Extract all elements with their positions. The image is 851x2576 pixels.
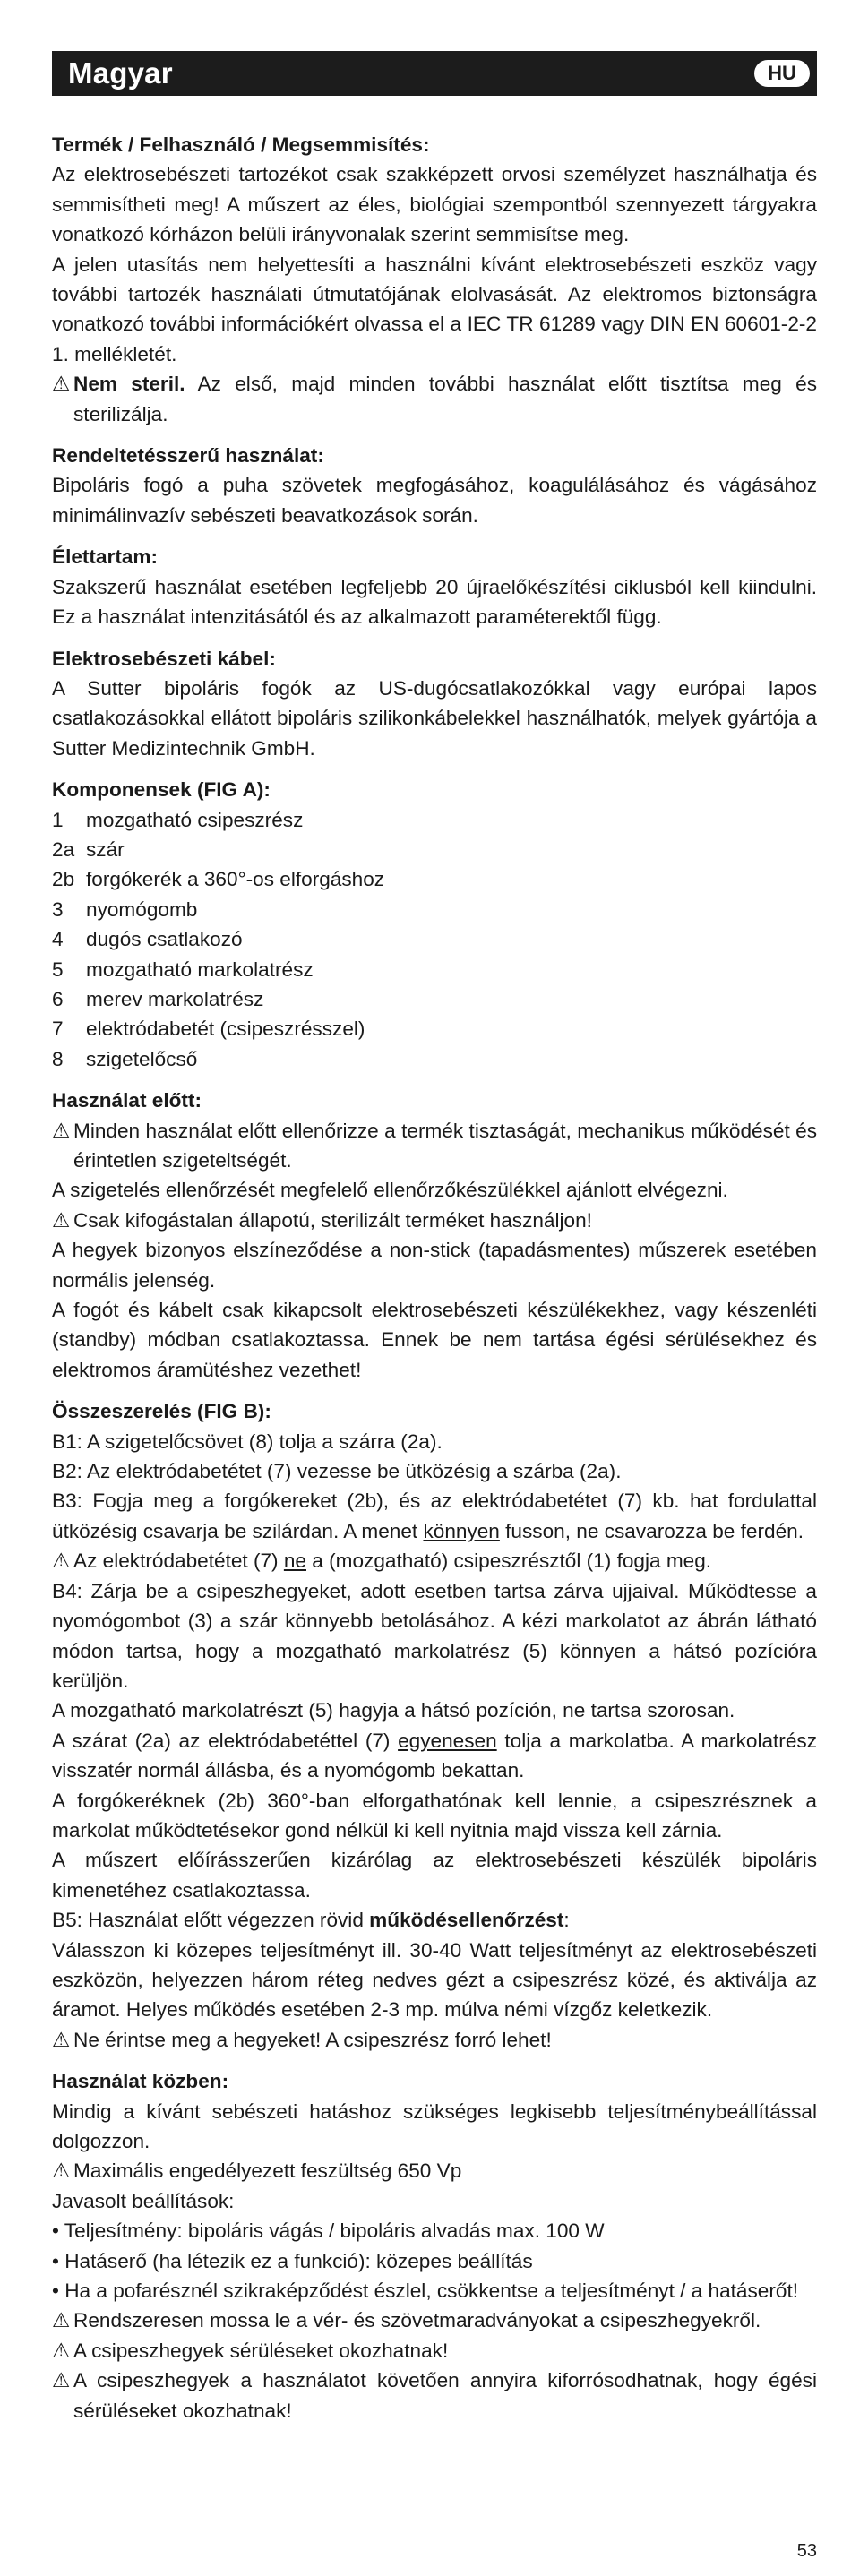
paragraph: Javasolt beállítások: — [52, 2189, 235, 2212]
list-item: 6 merev markolatrész — [52, 987, 264, 1010]
warning-icon: ⚠ — [52, 2369, 71, 2392]
section-heading-components: Komponensek (FIG A): — [52, 778, 271, 802]
paragraph: A mozgatható markolatrészt (5) hagyja a hátsó pozíción, ne tartsa szorosan. — [52, 1699, 735, 1722]
document-body — [52, 130, 817, 2426]
warning-note: ⚠ Maximális engedélyezett feszültség 650 Vp — [52, 2156, 817, 2185]
step-b1: B1: A szigetelőcsövet (8) tolja a szárra (2a). — [52, 1430, 443, 1453]
section-heading-before-use: Használat előtt: — [52, 1089, 202, 1112]
paragraph: A szárat (2a) az elektródabetéttel (7) egyenesen tolja a markolatba. A markolatrész visszatér normál állásba, és a nyomógomb bekattan. — [52, 1729, 817, 1782]
page-number: 53 — [796, 2541, 817, 2561]
section-heading-cable: Elektrosebészeti kábel: — [52, 647, 276, 670]
list-item: 8 szigetelőcső — [52, 1047, 198, 1070]
section-heading-lifetime: Élettartam: — [52, 545, 159, 569]
paragraph: A szigetelés ellenőrzését megfelelő ellenőrzőkészülékkel ajánlott elvégezni. — [52, 1179, 728, 1202]
step-b4: B4: Zárja be a csipeszhegyeket, adott esetben tartsa zárva ujjaival. Működtesse a nyomógombot (3) a szár könnyebb betolásához. A kézi markolatot az ábrán látható módon tartsa, hogy a mozgatható markolatrész (5) könnyen a hátsó pozícióra kerüljön. — [52, 1579, 817, 1692]
paragraph: Válasszon ki közepes teljesítményt ill. 30-40 Watt teljesítményt az elektrosebészeti eszközön, helyezzen három réteg nedves gézt a csipeszrész közé, és aktiválja az áramot. Helyes működés esetében 2-3 mp. múlva némi vízgőz keletkezik. — [52, 1938, 817, 2022]
warning-note: ⚠ Ne érintse meg a hegyeket! A csipeszrész forró lehet! — [52, 2025, 817, 2055]
bullet-item: • Hatáserő (ha létezik ez a funkció): közepes beállítás — [52, 2249, 533, 2272]
language-title: Magyar — [68, 56, 173, 90]
bullet-icon: • — [52, 2280, 59, 2303]
step-b2: B2: Az elektródabetétet (7) vezesse be ütközésig a szárba (2a). — [52, 1460, 622, 1483]
warning-icon: ⚠ — [52, 1119, 71, 1142]
section-heading-during-use: Használat közben: — [52, 2070, 229, 2093]
warning-note: ⚠ Az elektródabetétet (7) ne a (mozgatható) csipeszrésztől (1) fogja meg. — [52, 1546, 817, 1576]
list-item: 4 dugós csatlakozó — [52, 928, 243, 951]
warning-note: ⚠ Minden használat előtt ellenőrizze a termék tisztaságát, mechanikus működését és érintetlen szigeteltségét. — [52, 1116, 817, 1176]
list-item: 1 mozgatható csipeszrész — [52, 808, 304, 831]
warning-icon: ⚠ — [52, 2160, 71, 2183]
paragraph: Az elektrosebészeti tartozékot csak szakképzett orvosi személyzet használhatja és semmisítheti meg! A műszert az éles, biológiai szempontból szennyezett tárgyakra vonatkozó kórházon belüli irányvonalak szerint semmisítse meg. — [52, 163, 817, 246]
section-heading-intended-use: Rendeltetésszerű használat: — [52, 444, 324, 468]
step-b5: B5: Használat előtt végezzen rövid működésellenőrzést: — [52, 1909, 570, 1932]
section-heading-assembly: Összeszerelés (FIG B): — [52, 1400, 271, 1423]
components-list — [52, 805, 817, 1075]
list-item: 5 mozgatható markolatrész — [52, 957, 314, 981]
warning-icon: ⚠ — [52, 2309, 71, 2332]
bullet-icon: • — [52, 2249, 59, 2272]
paragraph: A műszert előírásszerűen kizárólag az elektrosebészeti készülék bipoláris kimenetéhez csatlakoztassa. — [52, 1849, 817, 1902]
bullet-item: • Teljesítmény: bipoláris vágás / bipoláris alvadás max. 100 W — [52, 2220, 605, 2243]
warning-icon: ⚠ — [52, 2339, 71, 2362]
paragraph: Bipoláris fogó a puha szövetek megfogásához, koagulálásához és vágásához minimálinvazív sebészeti beavatkozások során. — [52, 474, 817, 527]
paragraph: A Sutter bipoláris fogók az US-dugócsatlakozókkal vagy európai lapos csatlakozásokkal ellátott bipoláris szilikonkábelekkel használhatók, melyek gyártója a Sutter Medizintechnik GmbH. — [52, 676, 817, 760]
paragraph: Mindig a kívánt sebészeti hatáshoz szükséges legkisebb teljesítménybeállítással dolgozzon. — [52, 2099, 817, 2152]
warning-icon: ⚠ — [52, 1550, 71, 1573]
paragraph: Szakszerű használat esetében legfeljebb 20 újraelőkészítési ciklusból kell kiindulni. Ez a használat intenzitásától és az alkalmazott paraméterektől függ. — [52, 575, 817, 629]
paragraph: A hegyek bizonyos elszíneződése a non-stick (tapadásmentes) műszerek esetében normális jelenség. — [52, 1239, 817, 1292]
paragraph: A jelen utasítás nem helyettesíti a használni kívánt elektrosebészeti eszköz vagy további tartozék használati útmutatójának elolvasását. Az elektromos biztonságra vonatkozó további információkért olvassa el a IEC TR 61289 vagy DIN EN 60601-2-2 1. mellékletét. — [52, 253, 817, 365]
language-code-badge: HU — [754, 60, 810, 87]
bullet-icon: • — [52, 2220, 59, 2243]
bullet-item: • Ha a pofarésznél szikraképződést észlel, csökkentse a teljesítményt / a hatáserőt! — [52, 2280, 799, 2303]
warning-note: ⚠ Nem steril. Az első, majd minden további használat előtt tisztítsa meg és sterilizálja. — [52, 369, 817, 429]
paragraph: A forgókeréknek (2b) 360°-ban elforgathatónak kell lennie, a csipeszrésznek a markolat működtetésekor gond nélkül ki kell nyitnia majd vissza kell zárnia. — [52, 1789, 817, 1842]
section-heading-product: Termék / Felhasználó / Megsemmisítés: — [52, 133, 430, 156]
language-header-bar — [52, 51, 817, 96]
list-item: 2b forgókerék a 360°-os elforgáshoz — [52, 868, 385, 891]
warning-icon: ⚠ — [52, 373, 71, 396]
list-item: 2a szár — [52, 837, 125, 861]
list-item: 7 elektródabetét (csipeszrésszel) — [52, 1018, 365, 1041]
step-b3: B3: Fogja meg a forgókereket (2b), és az elektródabetétet (7) kb. hat fordulattal ütközésig csavarja be szilárdan. A menet könnyen fusson, ne csavarozza be ferdén. — [52, 1490, 817, 1542]
warning-note: ⚠ Rendszeresen mossa le a vér- és szövetmaradványokat a csipeszhegyekről. — [52, 2306, 817, 2335]
warning-icon: ⚠ — [52, 1208, 71, 1232]
list-item: 3 nyomógomb — [52, 897, 198, 921]
warning-icon: ⚠ — [52, 2028, 71, 2051]
warning-note: ⚠ Csak kifogástalan állapotú, sterilizált terméket használjon! — [52, 1206, 817, 1235]
paragraph: A fogót és kábelt csak kikapcsolt elektrosebészeti készülékekhez, vagy készenléti (standby) módban csatlakoztassa. Ennek be nem tartása égési sérülésekhez és elektromos áramütéshez vezethet! — [52, 1299, 817, 1381]
warning-note: ⚠ A csipeszhegyek a használatot követően annyira kiforrósodhatnak, hogy égési sérüléseket okozhatnak! — [52, 2366, 817, 2426]
warning-note: ⚠ A csipeszhegyek sérüléseket okozhatnak! — [52, 2336, 817, 2366]
